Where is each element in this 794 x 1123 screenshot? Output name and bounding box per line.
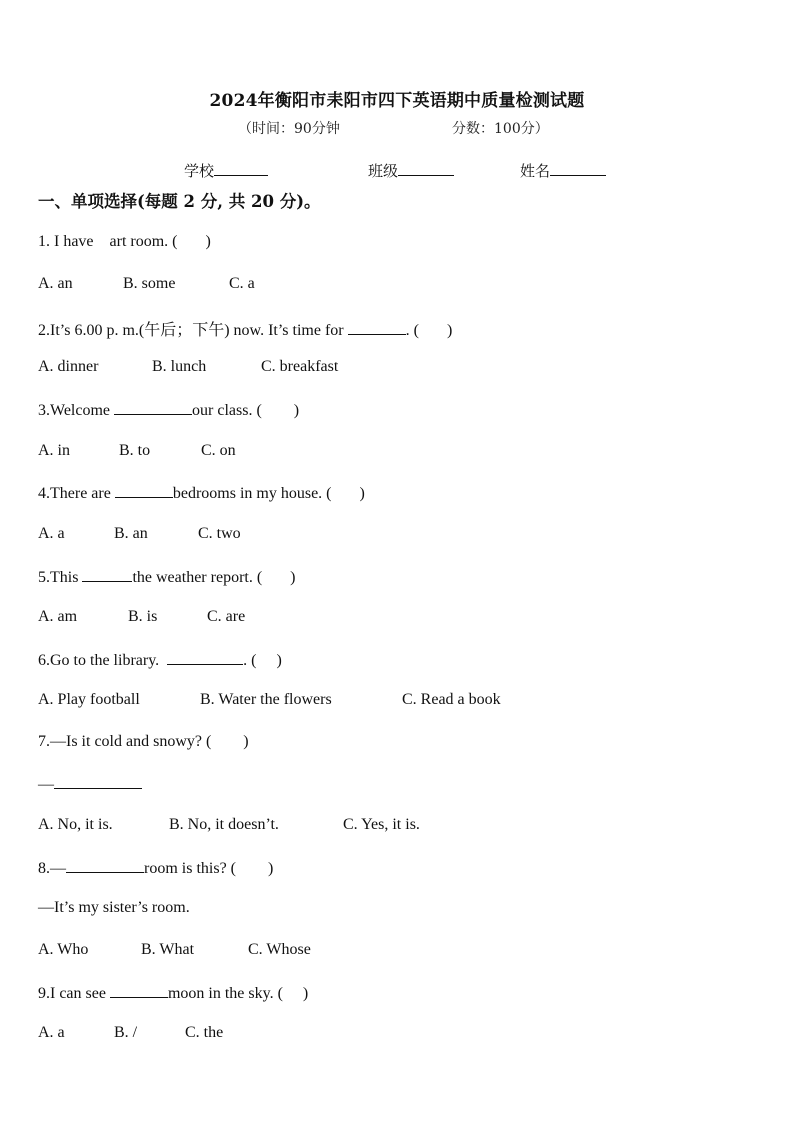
- question-text: moon in the sky. ( ): [167, 985, 309, 1002]
- question-5: [38, 567, 296, 587]
- reply-line-7: [38, 774, 142, 794]
- answer-blank[interactable]: [66, 858, 144, 873]
- exam-score: 分数：100分）: [452, 121, 549, 137]
- question-2: [38, 317, 452, 340]
- option-c[interactable]: C. are: [207, 608, 246, 625]
- option-b[interactable]: B. No, it doesn’t.: [169, 816, 279, 833]
- option-c[interactable]: C. Yes, it is.: [343, 816, 420, 833]
- dash: —: [38, 776, 54, 793]
- option-c[interactable]: C. Whose: [248, 941, 311, 958]
- answer-blank[interactable]: [348, 320, 406, 335]
- question-4: [38, 483, 365, 503]
- options-2: [38, 358, 338, 376]
- answer-blank[interactable]: [82, 567, 132, 582]
- question-7: 7.—Is it cold and snowy? ( ): [38, 733, 249, 750]
- options-6: [38, 691, 501, 709]
- answer-blank[interactable]: [167, 650, 243, 665]
- answer-blank[interactable]: [115, 483, 173, 498]
- question-9: [38, 983, 308, 1003]
- options-1: [38, 275, 255, 293]
- option-a[interactable]: A. No, it is.: [38, 816, 113, 833]
- question-8: [38, 858, 273, 878]
- name-blank[interactable]: [550, 161, 606, 176]
- question-text: 4.There are: [38, 485, 115, 502]
- option-c[interactable]: C. breakfast: [261, 358, 339, 375]
- option-b[interactable]: B. an: [114, 525, 148, 542]
- answer-blank[interactable]: [114, 400, 192, 415]
- exam-time: （时间：90分钟: [238, 121, 340, 137]
- option-a[interactable]: A. an: [38, 275, 73, 292]
- question-text: 2.It’s 6.00 p. m.(午后；下午) now. It’s time for: [38, 322, 348, 339]
- question-text: 8.—: [38, 860, 66, 877]
- options-9: [38, 1024, 223, 1042]
- question-text: room is this? ( ): [144, 860, 274, 877]
- options-7: [38, 816, 420, 834]
- options-5: [38, 608, 245, 626]
- section-heading: 一、单项选择(每题 2 分, 共 20 分)。: [38, 192, 321, 211]
- question-text: 6.Go to the library.: [38, 652, 168, 669]
- school-blank[interactable]: [214, 161, 268, 176]
- options-4: [38, 525, 241, 543]
- question-text: . ( ): [243, 652, 282, 669]
- options-3: [38, 442, 236, 460]
- option-a[interactable]: A. Who: [38, 941, 89, 958]
- name-label: 姓名: [520, 162, 551, 180]
- answer-blank[interactable]: [110, 983, 168, 998]
- option-a[interactable]: A. a: [38, 525, 65, 542]
- school-label: 学校: [184, 162, 215, 180]
- option-a[interactable]: A. Play football: [38, 691, 140, 708]
- option-a[interactable]: A. in: [38, 442, 70, 459]
- option-a[interactable]: A. dinner: [38, 358, 99, 375]
- name-field: [520, 160, 606, 181]
- question-6: [38, 650, 282, 670]
- option-c[interactable]: C. the: [185, 1024, 224, 1041]
- option-b[interactable]: B. What: [141, 941, 195, 958]
- option-c[interactable]: C. Read a book: [402, 691, 501, 708]
- option-a[interactable]: A. am: [38, 608, 78, 625]
- question-text: 5.This: [38, 569, 83, 586]
- class-label: 班级: [368, 162, 399, 180]
- question-3: [38, 400, 299, 420]
- option-b[interactable]: B. /: [114, 1024, 138, 1041]
- option-b[interactable]: B. some: [123, 275, 176, 292]
- question-text: our class. ( ): [192, 402, 300, 419]
- option-b[interactable]: B. is: [128, 608, 158, 625]
- class-field: [368, 160, 454, 181]
- answer-blank[interactable]: [54, 774, 142, 789]
- option-b[interactable]: B. to: [119, 442, 151, 459]
- option-c[interactable]: C. on: [201, 442, 236, 459]
- school-field: [184, 160, 268, 181]
- page-title: 2024年衡阳市耒阳市四下英语期中质量检测试题: [209, 91, 585, 111]
- option-b[interactable]: B. lunch: [152, 358, 207, 375]
- option-c[interactable]: C. a: [229, 275, 255, 292]
- question-text: . ( ): [405, 322, 453, 339]
- option-c[interactable]: C. two: [198, 525, 241, 542]
- question-text: bedrooms in my house. ( ): [172, 485, 365, 502]
- question-text: 9.I can see: [38, 985, 110, 1002]
- class-blank[interactable]: [398, 161, 454, 176]
- option-b[interactable]: B. Water the flowers: [200, 691, 332, 708]
- options-8: [38, 941, 311, 959]
- reply-8: —It’s my sister’s room.: [38, 899, 190, 916]
- option-a[interactable]: A. a: [38, 1024, 65, 1041]
- question-1: 1. I have art room. ( ): [38, 233, 211, 250]
- question-text: 3.Welcome: [38, 402, 115, 419]
- question-text: the weather report. ( ): [132, 569, 296, 586]
